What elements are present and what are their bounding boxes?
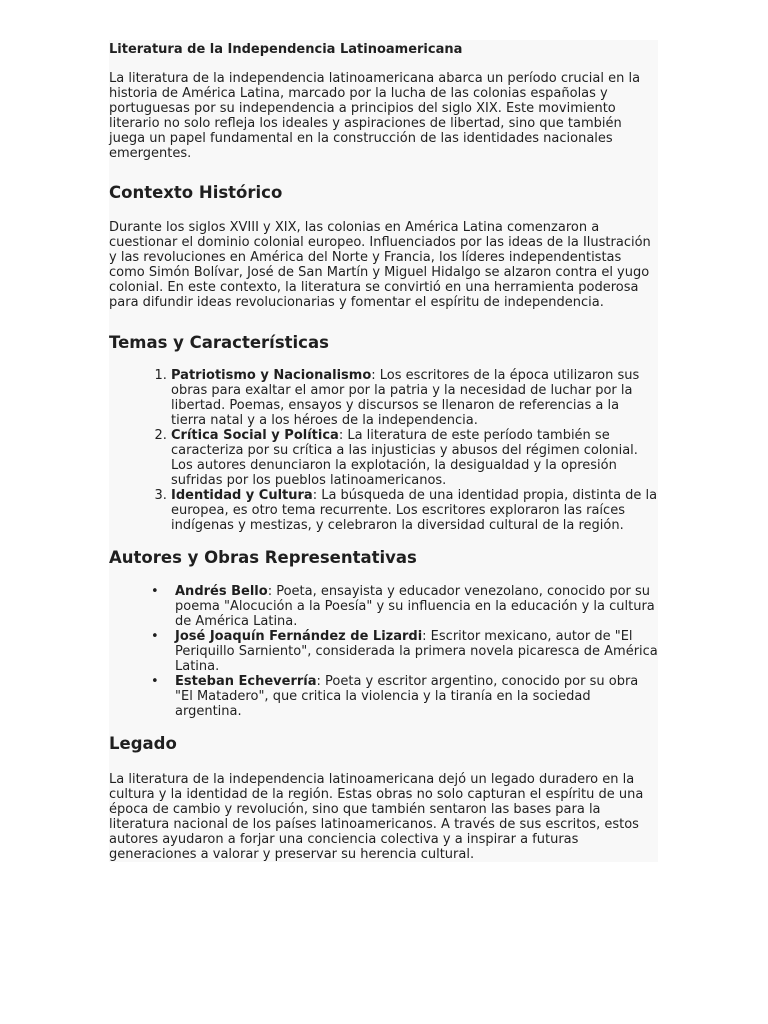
list-item	[171, 368, 658, 428]
document-page	[109, 40, 658, 862]
author-text: : Escritor mexicano, autor de "El Periquillo Sarniento", considerada la primera novela picaresca de América Latina.	[175, 629, 658, 674]
authors-list	[109, 584, 658, 719]
theme-term: Patriotismo y Nacionalismo	[171, 368, 372, 383]
author-name: José Joaquín Fernández de Lizardi	[175, 629, 423, 644]
legacy-paragraph: La literatura de la independencia latinoamericana dejó un legado duradero en la cultura y la identidad de la región. Estas obras no solo capturan el espíritu de una época de cambio y revolución, sino que también sentaron las bases para la literatura nacional de los países latinoamericanos. A través de sus escritos, estos autores ayudaron a forjar una conciencia colectiva y a inspirar a futuras generaciones a valorar y preservar su herencia cultural.	[109, 772, 644, 862]
list-item	[151, 629, 658, 674]
bullet-icon: •	[151, 629, 159, 644]
theme-term: Identidad y Cultura	[171, 488, 313, 503]
heading-themes: Temas y Características	[109, 333, 329, 352]
context-paragraph: Durante los siglos XVIII y XIX, las colonias en América Latina comenzaron a cuestionar el dominio colonial europeo. Influenciados por las ideas de la Ilustración y las revoluciones en América del Norte y Francia, los líderes independentistas como Simón Bolívar, José de San Martín y Miguel Hidalgo se alzaron contra el yugo colonial. En este contexto, la literatura se convirtió en una herramienta poderosa para difundir ideas revolucionarias y fomentar el espíritu de independencia.	[109, 220, 651, 310]
bullet-icon: •	[151, 674, 159, 689]
heading-legacy: Legado	[109, 734, 177, 753]
author-text: : Poeta y escritor argentino, conocido por su obra "El Matadero", que critica la violencia y la tiranía en la sociedad argentina.	[175, 674, 639, 719]
author-name: Andrés Bello	[175, 584, 268, 599]
list-item	[171, 488, 658, 533]
document-title: Literatura de la Independencia Latinoamericana	[109, 42, 463, 57]
bullet-icon: •	[151, 584, 159, 599]
theme-text: : Los escritores de la época utilizaron sus obras para exaltar el amor por la patria y la necesidad de luchar por la libertad. Poemas, ensayos y discursos se llenaron de referencias a la tierra natal y a los héroes de la independencia.	[171, 368, 640, 428]
intro-paragraph: La literatura de la independencia latinoamericana abarca un período crucial en la historia de América Latina, marcado por la lucha de las colonias españolas y portuguesas por su independencia a principios del siglo XIX. Este movimiento literario no solo refleja los ideales y aspiraciones de libertad, sino que también juega un papel fundamental en la construcción de las identidades nacionales emergentes.	[109, 71, 641, 161]
theme-text: : La búsqueda de una identidad propia, distinta de la europea, es otro tema recurrente. Los escritores exploraron las raíces indígenas y mestizas, y celebraron la diversidad cultural de la región.	[171, 488, 658, 533]
theme-text: : La literatura de este período también se caracteriza por su crítica a las injusticias y abusos del régimen colonial. Los autores denunciaron la explotación, la desigualdad y la opresión sufridas por los pueblos latinoamericanos.	[171, 428, 638, 488]
themes-list	[109, 368, 658, 533]
list-item	[151, 584, 658, 629]
heading-authors: Autores y Obras Representativas	[109, 548, 417, 567]
list-item	[151, 674, 658, 719]
author-name: Esteban Echeverría	[175, 674, 317, 689]
list-item	[171, 428, 658, 488]
author-text: : Poeta, ensayista y educador venezolano, conocido por su poema "Alocución a la Poesía" y su influencia en la educación y la cultura de América Latina.	[175, 584, 655, 629]
theme-term: Crítica Social y Política	[171, 428, 339, 443]
heading-context: Contexto Histórico	[109, 183, 283, 202]
